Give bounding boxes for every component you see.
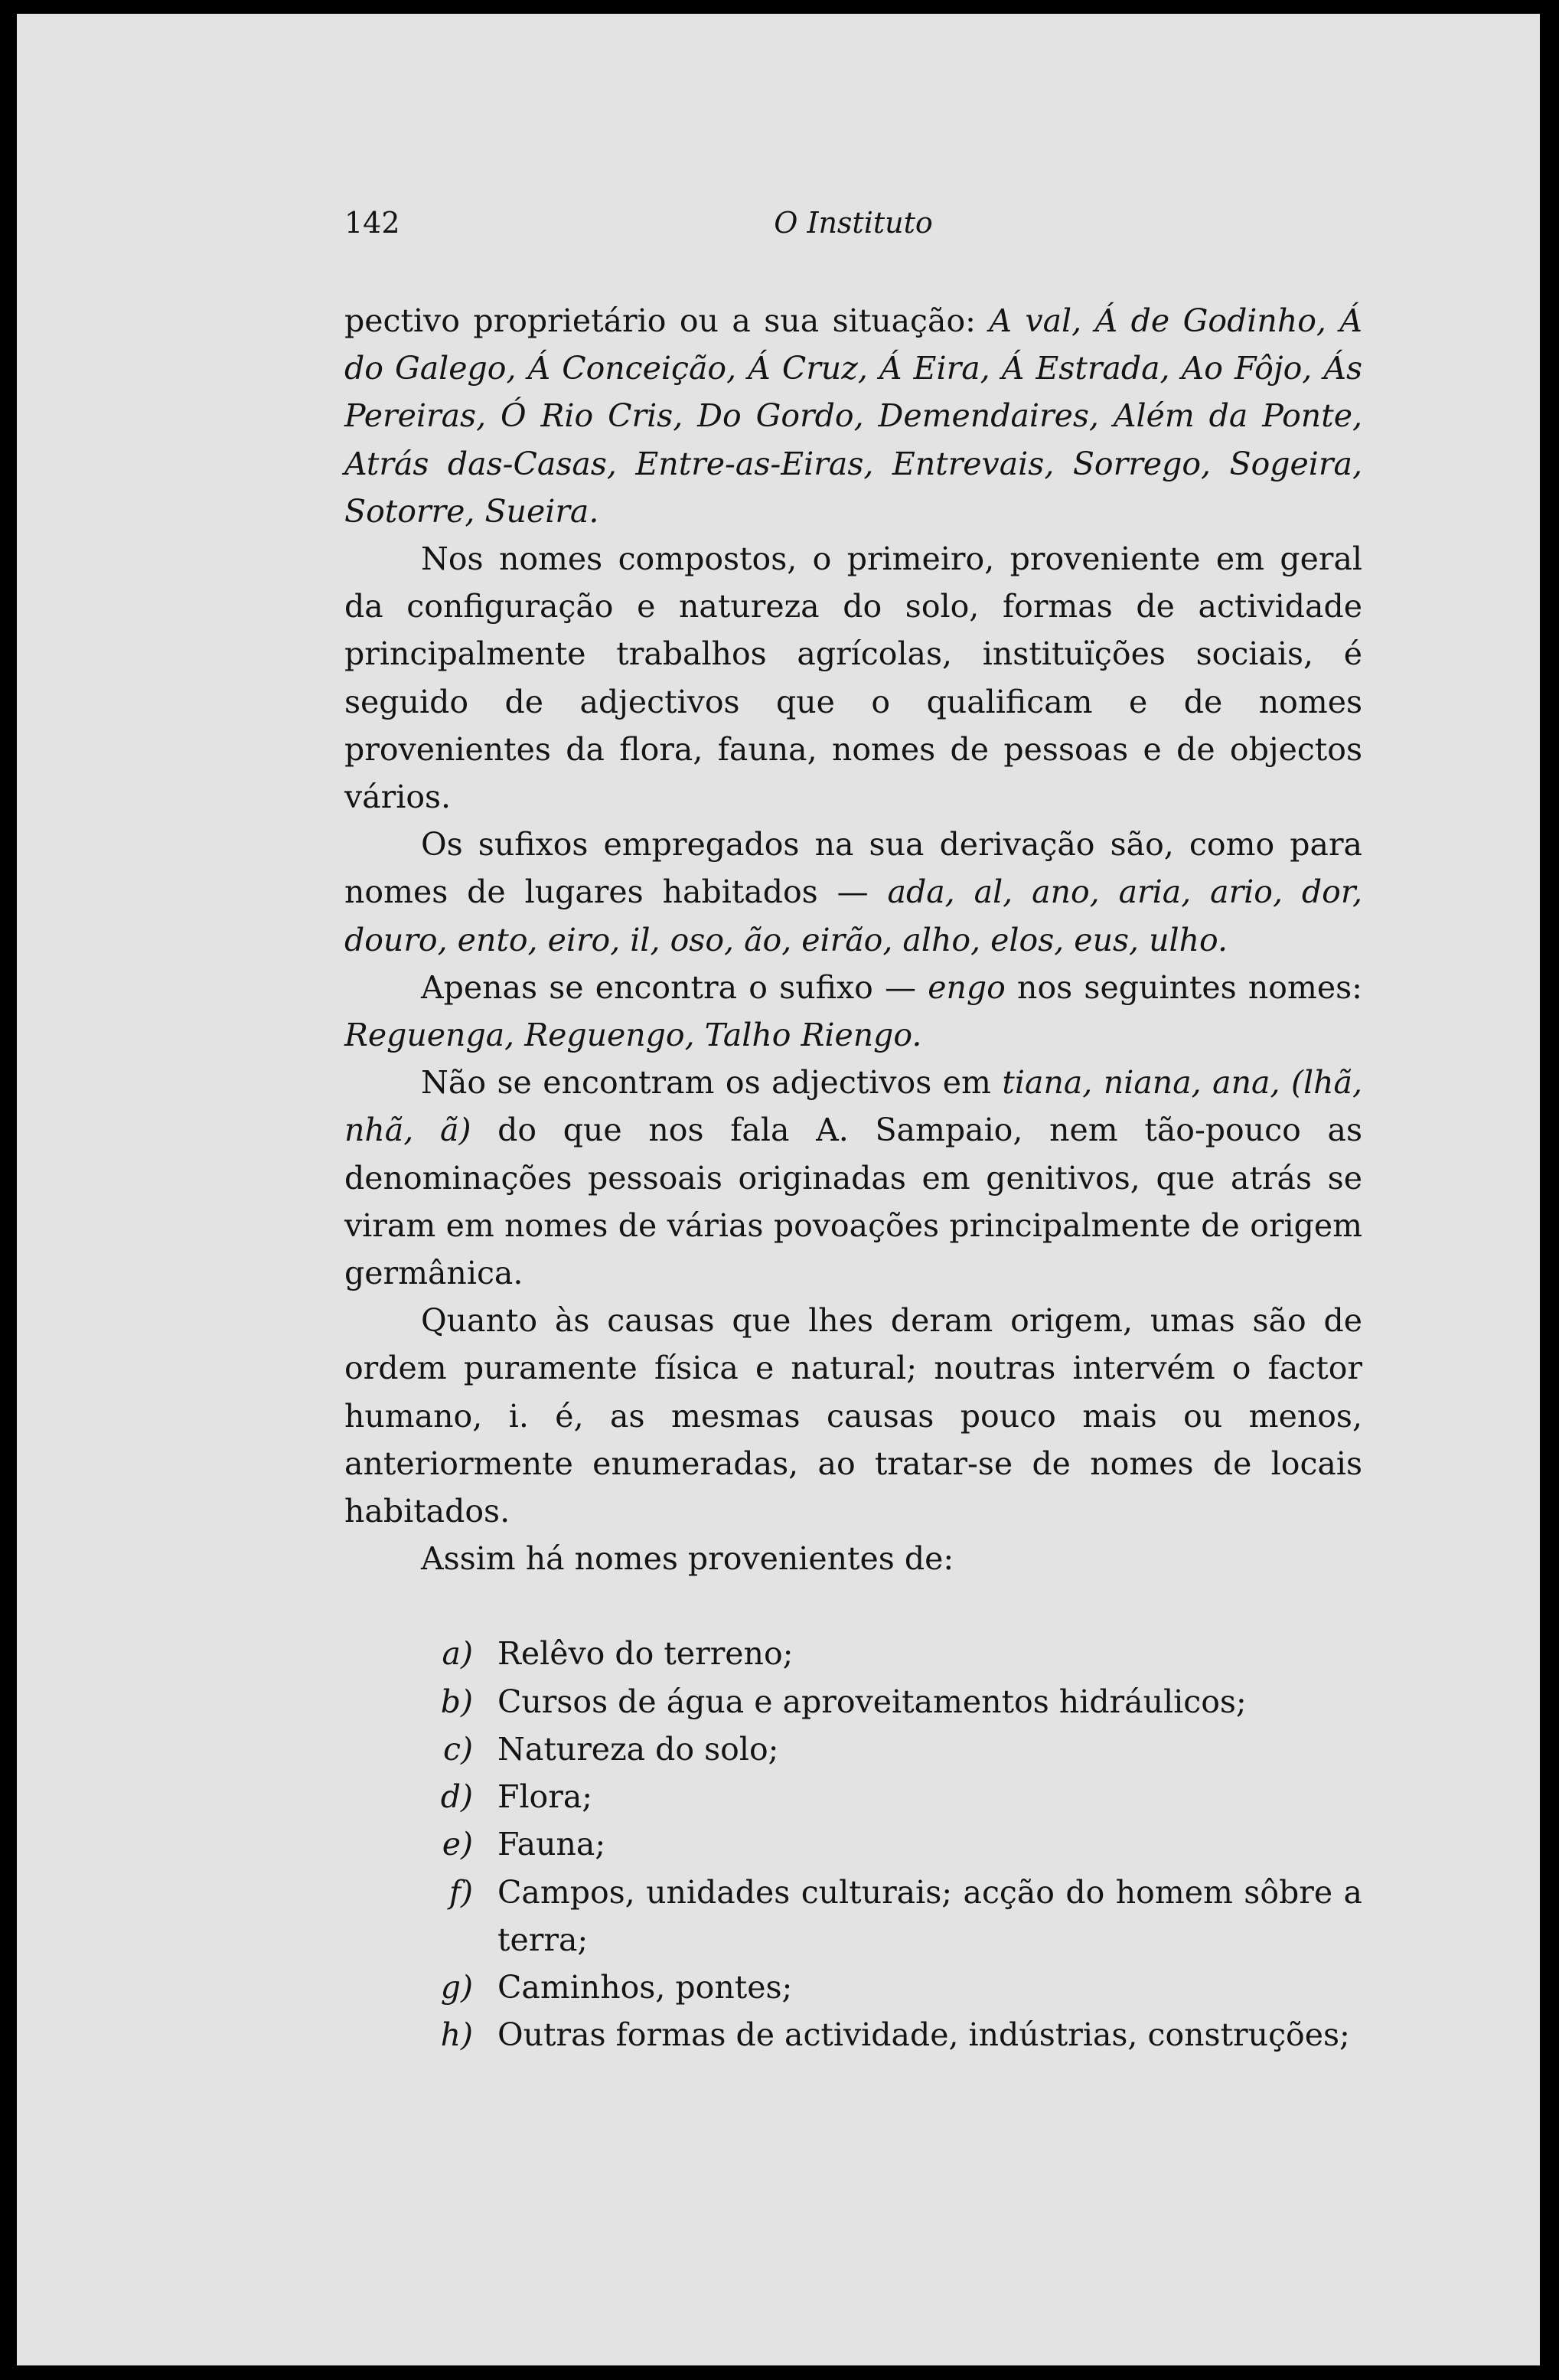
list-marker: b) (440, 1683, 473, 1720)
paragraph-lead: Os sufixos empregados na sua derivação são, como para nomes de lugares habitados — (344, 826, 1362, 911)
paragraph-engo (344, 964, 1362, 1059)
paragraph-continuation (344, 297, 1362, 535)
paragraph-list-intro: Assim há nomes provenientes de: (421, 1540, 954, 1578)
adjective-forms: tiana, niana, ana, (lhã, nhã, ã) (344, 1064, 1362, 1149)
page-header (344, 196, 1362, 250)
list-item-text: Outras formas de actividade, indústrias, construções; (497, 2016, 1350, 2054)
list-marker: f) (448, 1873, 473, 1911)
list-marker: h) (440, 2016, 473, 2054)
list-marker: d) (440, 1778, 473, 1816)
page-number: 142 (344, 206, 400, 240)
list-item-text: Natureza do solo; (497, 1730, 779, 1768)
list-item (344, 2011, 1362, 2058)
list-item (344, 1820, 1362, 1868)
paragraph-mid: nos seguintes nomes: (1005, 968, 1362, 1006)
list-item (344, 1725, 1362, 1773)
categories-list (344, 1630, 1362, 2058)
list-item (344, 1773, 1362, 1820)
body-text (344, 297, 1362, 2058)
list-item-text: Fauna; (497, 1826, 606, 1863)
page-sheet (17, 14, 1540, 2365)
list-item-text: Relêvo do terreno; (497, 1635, 794, 1673)
running-title: O Instituto (774, 206, 933, 240)
engo-names: Reguenga, Reguengo, Talho Riengo. (344, 1017, 922, 1054)
list-item-text: Cursos de água e aproveitamentos hidráulicos; (497, 1683, 1247, 1720)
suffix-list: ada, al, ano, aria, ario, dor, douro, ento, eiro, il, oso, ão, eirão, alho, elos, eus, ulho. (344, 873, 1362, 958)
list-item (344, 1630, 1362, 1677)
paragraph-adjectives (344, 1059, 1362, 1297)
list-item (344, 1964, 1362, 2011)
paragraph-suffixes (344, 821, 1362, 964)
suffix-term: engo (928, 968, 1006, 1006)
list-marker: g) (440, 1968, 473, 2006)
place-names-list: A val, Á de Godinho, Á do Galego, Á Conceição, Á Cruz, Á Eira, Á Estrada, Ao Fôjo, Ás Pereiras, Ó Rio Cris, Do Gordo, Demendaires, Além da Ponte, Atrás das-Casas, Entre-as-Eiras, Entrevais, Sorrego, Sogeira, Sotorre, Sueira. (344, 302, 1362, 530)
list-marker: a) (442, 1635, 473, 1673)
list-item-text: Flora; (497, 1778, 593, 1816)
list-item-text: Campos, unidades culturais; acção do homem sôbre a terra; (497, 1873, 1362, 1958)
paragraph-lead: pectivo proprietário ou a sua situação: (344, 302, 990, 339)
paragraph-lead: Não se encontram os adjectivos em (421, 1064, 1003, 1102)
list-item-text: Caminhos, pontes; (497, 1968, 793, 2006)
list-marker: e) (442, 1826, 473, 1863)
paragraph-lead: Apenas se encontra o sufixo — (421, 968, 928, 1006)
list-item (344, 1869, 1362, 1964)
paragraph-causes: Quanto às causas que lhes deram origem, umas são de ordem puramente física e natural; noutras intervém o factor humano, i. é, as mesmas causas pouco mais ou menos, anteriormente enumeradas, ao tratar-se de nomes de locais habitados. (344, 1302, 1362, 1530)
list-item (344, 1678, 1362, 1725)
paragraph-rest: do que nos fala A. Sampaio, nem tão-pouco as denominações pessoais originadas em genitivos, que atrás se viram em nomes de várias povoações principalmente de origem germânica. (344, 1112, 1362, 1292)
paragraph-compound-names: Nos nomes compostos, o primeiro, proveniente em geral da configuração e natureza do solo, formas de actividade principalmente trabalhos agrícolas, instituïções sociais, é seguido de adjectivos que o qualificam e de nomes provenientes da flora, fauna, nomes de pessoas e de objectos vários. (344, 540, 1362, 816)
list-marker: c) (443, 1730, 473, 1768)
